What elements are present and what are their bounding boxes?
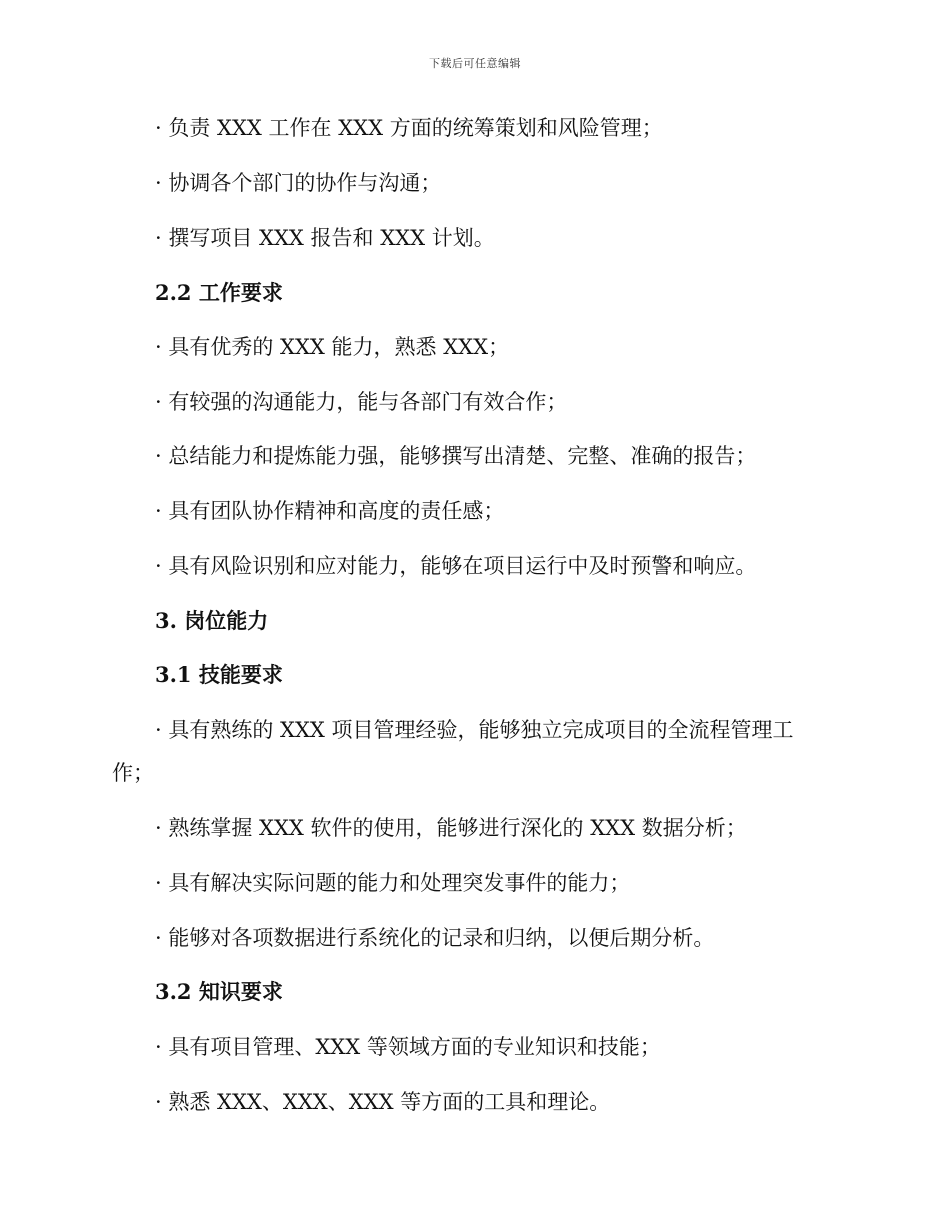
bullet-responsibility-coordination: · 协调各个部门的协作与沟通； (155, 171, 442, 195)
bullet-knowledge-professional: · 具有项目管理、XXX 等领域方面的专业知识和技能； (155, 1035, 661, 1059)
bullet-skill-software: · 熟练掌握 XXX 软件的使用，能够进行深化的 XXX 数据分析； (155, 816, 747, 840)
bullet-skill-project-management-continuation: 作； (112, 761, 154, 785)
bullet-requirement-teamwork: · 具有团队协作精神和高度的责任感； (155, 499, 505, 523)
bullet-responsibility-reports: · 撰写项目 XXX 报告和 XXX 计划。 (155, 226, 495, 250)
section-heading-position-ability: 3. 岗位能力 (155, 608, 269, 633)
section-heading-work-requirements: 2.2 工作要求 (155, 280, 283, 305)
bullet-skill-project-management: · 具有熟练的 XXX 项目管理经验，能够独立完成项目的全流程管理工 (155, 718, 794, 742)
page-header: 下载后可任意编辑 (429, 57, 521, 70)
bullet-responsibility-planning: · 负责 XXX 工作在 XXX 方面的统筹策划和风险管理； (155, 116, 663, 140)
bullet-knowledge-tools: · 熟悉 XXX、XXX、XXX 等方面的工具和理论。 (155, 1090, 611, 1114)
section-heading-skill-requirements: 3.1 技能要求 (155, 662, 283, 687)
section-heading-knowledge-requirements: 3.2 知识要求 (155, 979, 283, 1004)
bullet-skill-problem-solving: · 具有解决实际问题的能力和处理突发事件的能力； (155, 871, 631, 895)
bullet-requirement-communication: · 有较强的沟通能力，能与各部门有效合作； (155, 390, 568, 414)
bullet-requirement-risk: · 具有风险识别和应对能力，能够在项目运行中及时预警和响应。 (155, 554, 757, 578)
bullet-requirement-summary: · 总结能力和提炼能力强，能够撰写出清楚、完整、准确的报告； (155, 444, 757, 468)
bullet-skill-data-recording: · 能够对各项数据进行系统化的记录和归纳，以便后期分析。 (155, 926, 715, 950)
bullet-requirement-ability: · 具有优秀的 XXX 能力，熟悉 XXX； (155, 335, 510, 359)
